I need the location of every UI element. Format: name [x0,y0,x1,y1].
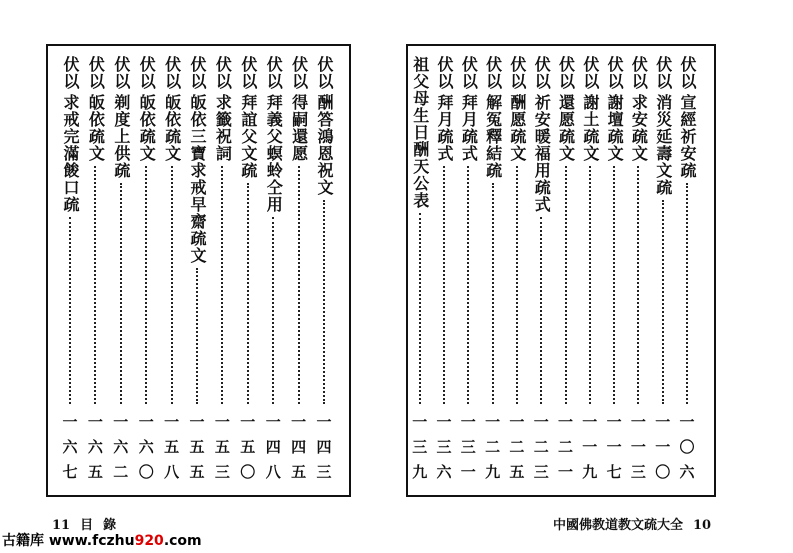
entry-page-number [631,410,646,485]
page-digit: 一 [189,413,205,431]
page-digit: 三 [412,438,428,456]
page-digit: 一 [509,413,525,431]
entry-title: 宣經祈安疏 [678,94,697,179]
page-digit: 二 [533,438,549,456]
entry-page-number [215,410,230,485]
entry-page-number [113,410,128,485]
dot-leader [540,217,542,404]
page-digit: 九 [412,463,428,481]
page-digit: 一 [265,413,281,431]
page-digit: 三 [316,463,332,481]
page-digit: 〇 [655,463,671,481]
page-digit: 六 [436,463,452,481]
entry-page-number [240,410,255,485]
entry-prefix: 伏以 [86,56,106,90]
dot-leader [94,166,96,404]
toc-entry[interactable] [627,56,649,485]
page-digit: 六 [87,438,103,456]
dot-leader [516,166,518,404]
dot-leader [492,183,494,404]
toc-entry[interactable] [313,56,335,485]
entry-prefix: 伏以 [580,56,600,90]
page-digit: 一 [485,413,501,431]
entry-prefix: 伏以 [188,56,207,90]
entry-page-number [164,410,179,485]
page-digit: 五 [189,438,205,456]
dot-leader [171,166,173,404]
left-footer-section: 目 [80,518,94,533]
entry-prefix: 伏以 [162,56,182,90]
page-digit: 一 [62,413,78,431]
page-digit: 四 [316,438,332,456]
entry-prefix: 伏以 [137,56,157,90]
right-toc-entries [408,46,714,495]
entry-title: 消災延壽文疏 [653,94,673,196]
entry-title: 得嗣還愿 [289,94,309,162]
entry-title: 謝壇疏文 [605,94,625,162]
entry-title: 酬愿疏文 [507,94,527,162]
page-digit: 五 [509,463,525,481]
toc-entry[interactable] [579,56,601,485]
entry-prefix: 伏以 [556,56,576,90]
entry-title: 拜誼父文疏 [238,94,258,179]
entry-prefix: 伏以 [238,56,258,90]
entry-page-number [655,410,670,485]
entry-title: 求戒完滿餕口疏 [61,94,80,213]
page-digit: 六 [113,438,129,456]
entry-page-number [534,410,549,485]
entry-prefix: 伏以 [532,56,552,90]
entry-title: 拜月疏式 [459,94,479,162]
toc-entry[interactable] [530,56,552,485]
book-title: 中國佛教道教文疏大全 [553,518,684,533]
dot-leader [686,183,688,404]
page-digit: 四 [291,438,307,456]
watermark [2,530,202,550]
entry-prefix: 伏以 [507,56,527,90]
toc-entry[interactable] [161,56,183,485]
page-digit: 一 [436,413,452,431]
page-digit: 一 [164,413,180,431]
entry-prefix: 伏以 [111,56,131,90]
page-digit: 五 [189,463,205,481]
page-digit: 一 [533,413,549,431]
page-digit: 五 [214,438,230,456]
page-digit: 九 [485,463,501,481]
page-digit: 七 [62,463,78,481]
toc-entry[interactable] [506,56,528,485]
toc-entry[interactable] [186,56,208,485]
dot-leader [613,166,615,404]
entry-page-number [62,410,77,485]
entry-prefix: 伏以 [289,56,309,90]
page-digit: 四 [265,438,281,456]
page-digit: 一 [113,413,129,431]
toc-entry[interactable] [433,56,455,485]
right-page-frame [406,44,716,497]
entry-page-number [291,410,306,485]
toc-entry[interactable] [457,56,479,485]
toc-entry[interactable] [110,56,132,485]
page-digit: 八 [164,463,180,481]
page-digit: 二 [113,463,129,481]
page-digit: 一 [412,413,428,431]
dot-leader [145,166,147,404]
page-digit: 一 [582,438,598,456]
page-digit: 六 [679,463,695,481]
dot-leader [419,213,421,404]
page-digit: 二 [557,438,573,456]
toc-entry[interactable] [84,56,106,485]
entry-title: 皈依疏文 [137,94,157,162]
right-page-footer [553,514,711,533]
entry-title: 還愿疏文 [556,94,576,162]
left-footer-section2: 錄 [103,518,117,533]
toc-entry[interactable] [409,56,431,485]
entry-page-number [139,410,154,485]
entry-title: 解冤釋結疏 [483,94,503,179]
entry-title: 皈依疏文 [86,94,106,162]
page-digit: 一 [630,438,646,456]
page-digit: 一 [655,413,671,431]
entry-prefix: 伏以 [653,56,673,90]
entry-prefix: 伏以 [61,56,80,90]
page-digit: 一 [460,463,476,481]
page-digit: 一 [557,463,573,481]
toc-entry[interactable] [676,56,698,485]
toc-entry[interactable] [59,56,81,485]
entry-page-number [436,410,451,485]
toc-entry[interactable] [482,56,504,485]
entry-title: 拜月疏式 [435,94,454,162]
entry-title: 祖父母生日酬天公表 [410,56,430,209]
page-digit: 〇 [138,463,154,481]
page-digit: 三 [630,463,646,481]
toc-entry[interactable] [288,56,310,485]
page-digit: 五 [87,463,103,481]
page-digit: 一 [316,413,332,431]
dot-leader [221,166,223,404]
page-digit: 一 [630,413,646,431]
dot-leader [589,166,591,404]
entry-page-number [485,410,500,485]
entry-title: 祈安暖福用疏式 [532,94,552,213]
entry-prefix: 伏以 [605,56,625,90]
page-digit: 〇 [679,438,695,456]
page-digit: 一 [582,413,598,431]
dot-leader [298,166,300,404]
page-digit: 七 [606,463,622,481]
entry-prefix: 伏以 [459,56,479,90]
entry-page-number [607,410,622,485]
toc-entry[interactable] [135,56,157,485]
entry-prefix: 伏以 [435,56,454,90]
toc-entry[interactable] [555,56,577,485]
page-digit: 六 [62,438,78,456]
watermark-site: 古籍库 [2,533,44,549]
toc-entry[interactable] [652,56,674,485]
dot-leader [69,217,71,404]
page-digit: 九 [582,463,598,481]
toc-entry[interactable] [262,56,284,485]
dot-leader [247,183,249,404]
entry-prefix: 伏以 [678,56,697,90]
page-digit: 六 [138,438,154,456]
dot-leader [662,200,664,404]
entry-prefix: 伏以 [213,56,233,90]
dot-leader [323,200,325,404]
page-digit: 三 [460,438,476,456]
page-digit: 一 [606,438,622,456]
left-page-number: 11 [52,518,71,533]
entry-title: 求籤祝詞 [213,94,233,162]
watermark-url: www.fczhu920.com [48,533,202,549]
page-digit: 一 [679,413,695,431]
entry-title: 皈依疏文 [162,94,182,162]
entry-page-number [88,410,103,485]
entry-page-number [558,410,573,485]
entry-title: 皈依三寶求戒早齋疏文 [188,94,207,264]
entry-title: 拜義父螟蛉仝用 [264,94,284,213]
page-digit: 二 [509,438,525,456]
entry-page-number [679,410,694,485]
page-digit: 五 [240,438,256,456]
entry-page-number [266,410,281,485]
dot-leader [565,166,567,404]
dot-leader [196,268,198,404]
page-digit: 〇 [240,463,256,481]
page-digit: 五 [291,463,307,481]
page-digit: 三 [436,438,452,456]
dot-leader [272,217,274,404]
entry-title: 求安疏文 [629,94,649,162]
entry-page-number [189,410,204,485]
page-digit: 一 [138,413,154,431]
toc-entry[interactable] [603,56,625,485]
entry-prefix: 伏以 [264,56,284,90]
entry-page-number [509,410,524,485]
entry-prefix: 伏以 [315,56,334,90]
page-digit: 一 [291,413,307,431]
page-digit: 一 [240,413,256,431]
page-digit: 一 [606,413,622,431]
page-digit: 二 [485,438,501,456]
left-toc-entries [48,46,349,495]
page-digit: 八 [265,463,281,481]
page-digit: 一 [87,413,103,431]
left-page-frame [46,44,351,497]
entry-page-number [412,410,427,485]
dot-leader [467,166,469,404]
entry-prefix: 伏以 [483,56,503,90]
page-digit: 三 [533,463,549,481]
page-digit: 三 [214,463,230,481]
entry-page-number [316,410,331,485]
entry-page-number [461,410,476,485]
toc-entry[interactable] [237,56,259,485]
entry-title: 酬答鴻恩祝文 [315,94,334,196]
dot-leader [637,166,639,404]
page-digit: 一 [214,413,230,431]
entry-page-number [582,410,597,485]
page-digit: 一 [557,413,573,431]
right-page-number: 10 [693,518,712,533]
toc-entry[interactable] [211,56,233,485]
entry-prefix: 伏以 [629,56,649,90]
page-digit: 五 [164,438,180,456]
dot-leader [443,166,445,404]
entry-title: 剃度上供疏 [111,94,131,179]
page-digit: 一 [655,438,671,456]
dot-leader [120,183,122,404]
page-digit: 一 [460,413,476,431]
entry-title: 謝土疏文 [580,94,600,162]
